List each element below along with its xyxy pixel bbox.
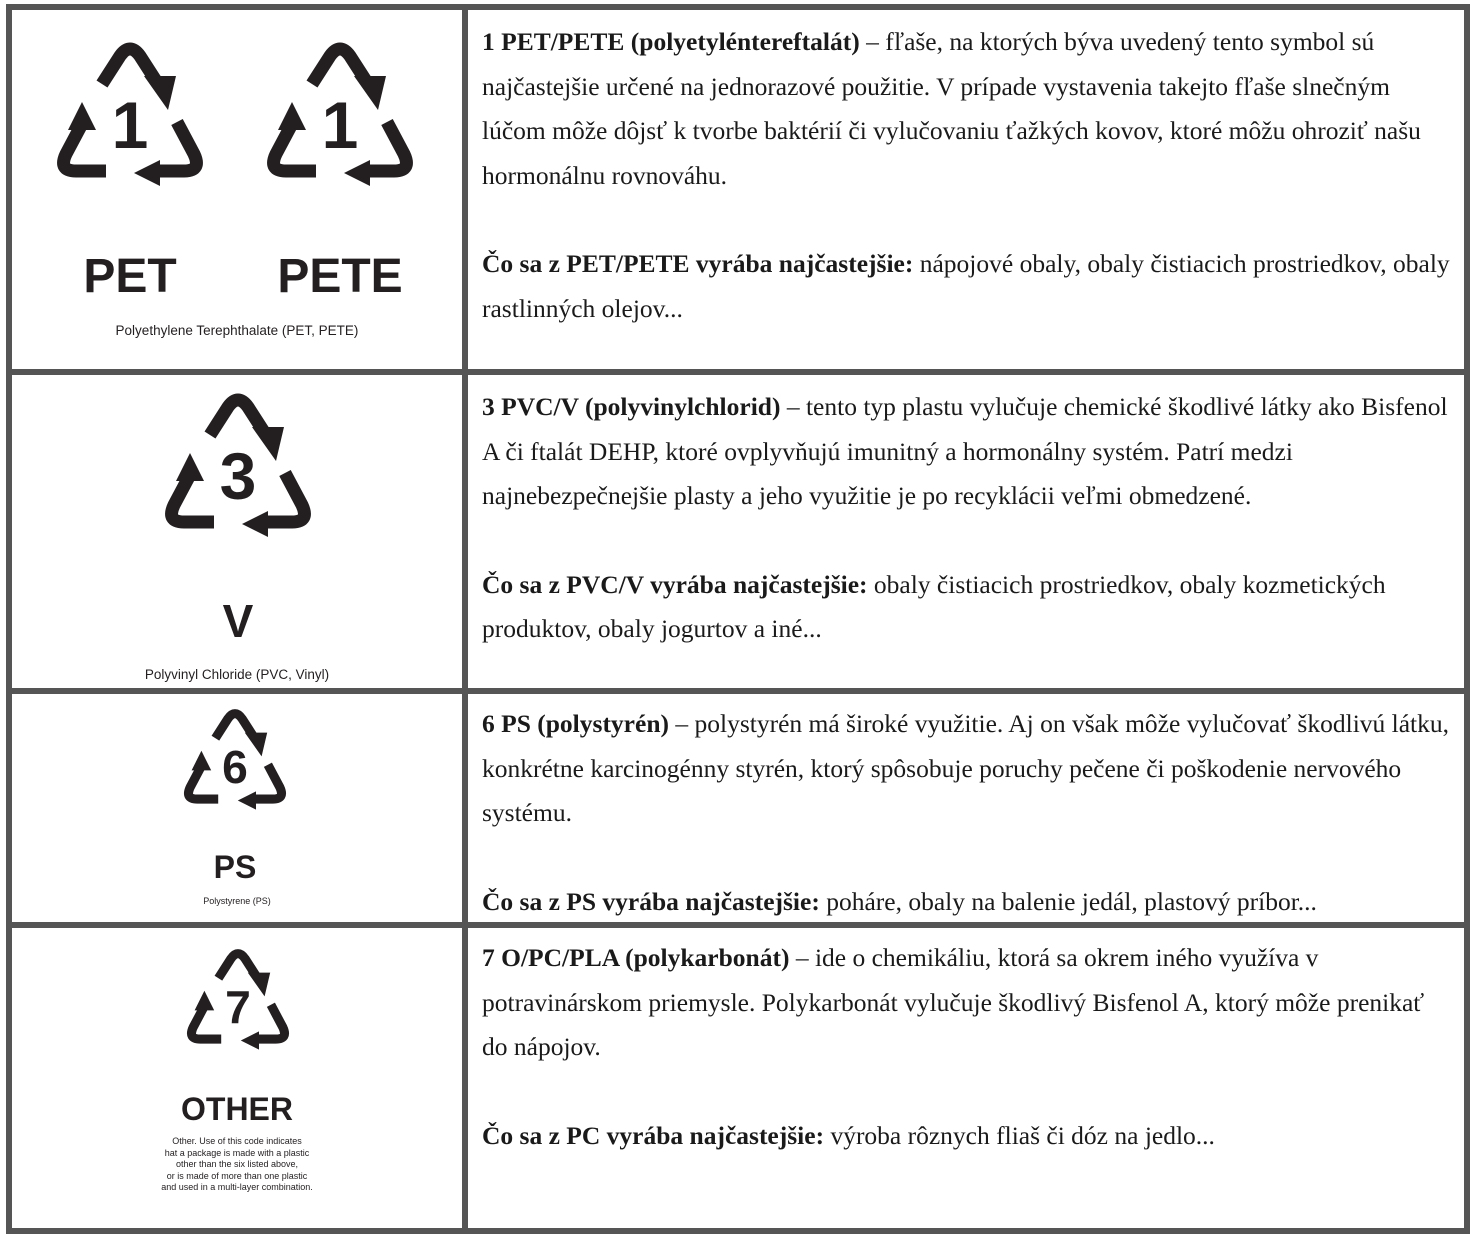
description-cell-other — [462, 922, 1470, 1234]
svg-text:6: 6 — [222, 741, 248, 793]
uses-heading: Čo sa z PS vyrába najčastejšie: — [482, 886, 820, 916]
uses-text: výroba rôznych fliaš či dóz na jedlo... — [824, 1120, 1215, 1150]
svg-text:1: 1 — [111, 88, 149, 162]
symbol-caption: Other. Use of this code indicates hat a package is made with a plastic other than the six listed above, or is made of more than one plastic and used in a multi-layer combination. — [161, 1136, 313, 1192]
symbol-caption: Polyethylene Terephthalate (PET, PETE) — [115, 323, 359, 338]
resin-code-label: PETE — [277, 250, 403, 303]
resin-code-label: PET — [83, 250, 177, 303]
svg-text:3: 3 — [219, 439, 257, 513]
description-cell-pet — [462, 4, 1470, 375]
uses-text: obaly čistiacich prostriedkov, obaly kozmetických produktov, obaly jogurtov a iné... — [482, 569, 1386, 643]
symbol-cell-pvc — [6, 369, 468, 694]
description-text — [482, 936, 1452, 1158]
resin-code-label: V — [222, 595, 254, 647]
symbol-caption: Polyvinyl Chloride (PVC, Vinyl) — [144, 667, 330, 682]
recycling-triangle-icon — [240, 38, 440, 228]
uses-text: nápojové obaly, obaly čistiacich prostriedkov, obaly rastlinných olejov... — [482, 249, 1450, 323]
recycling-triangle-icon — [165, 706, 305, 839]
plastic-title: 7 O/PC/PLA (polykarbonát) — [482, 943, 790, 972]
recycling-triangle-icon — [168, 946, 308, 1079]
description-cell-pvc — [462, 369, 1470, 694]
plastic-description: – fľaše, na ktorých býva uvedený tento symbol sú najčastejšie určené na jednorazové použitie. V prípade vystavenia takejto fľaše slnečným lúčom môže dôjsť k tvorbe baktérií či vylučovaniu ťažkých kovov, ktoré môžu ohroziť našu hormonálnu rovnováhu. — [482, 27, 1421, 190]
plastic-description: – polystyrén má široké využitie. Aj on však môže vylučovať škodlivú látku, konkrétne karcinogénny styrén, ktorý spôsobuje poruchy pečene či poškodenie nervového systému. — [482, 709, 1450, 827]
symbol-cell-pet — [6, 4, 468, 375]
uses-heading: Čo sa z PVC/V vyrába najčastejšie: — [482, 569, 868, 599]
uses-text: poháre, obaly na balenie jedál, plastový príbor... — [819, 886, 1317, 916]
description-text — [482, 702, 1452, 924]
symbol-cell-other — [6, 922, 468, 1234]
recycling-triangle-icon — [138, 389, 338, 579]
svg-text:1: 1 — [321, 88, 359, 162]
plastic-description: – ide o chemikáliu, ktorá sa okrem iného využíva v potravinárskom priemysle. Polykarbonát vylučuje škodlivý Bisfenol A, ktorý môže prenikať do nápojov. — [482, 943, 1425, 1061]
plastic-title: 1 PET/PETE (polyetyléntereftalát) — [482, 27, 860, 56]
recycling-triangle-icon — [30, 38, 230, 228]
symbol-cell-ps — [6, 688, 468, 928]
symbol-caption: Polystyrene (PS) — [203, 896, 271, 906]
uses-heading: Čo sa z PET/PETE vyrába najčastejšie: — [482, 249, 914, 278]
plastic-description: – tento typ plastu vylučuje chemické škodlivé látky ako Bisfenol A či ftalát DEHP, ktoré ovplyvňujú imunitný a hormonálny systém. Patrí medzi najnebezpečnejšie plasty a jeho využitie je po recyklácii veľmi obmedzené. — [482, 392, 1448, 510]
plastic-title: 3 PVC/V (polyvinylchlorid) — [482, 392, 781, 421]
svg-text:7: 7 — [225, 981, 251, 1033]
resin-code-label: PS — [213, 849, 257, 885]
description-text — [482, 20, 1452, 331]
uses-heading: Čo sa z PC vyrába najčastejšie: — [482, 1120, 825, 1150]
description-text — [482, 385, 1452, 652]
resin-code-label: OTHER — [181, 1091, 293, 1127]
description-cell-ps — [462, 688, 1470, 928]
plastic-title: 6 PS (polystyrén) — [482, 709, 669, 738]
